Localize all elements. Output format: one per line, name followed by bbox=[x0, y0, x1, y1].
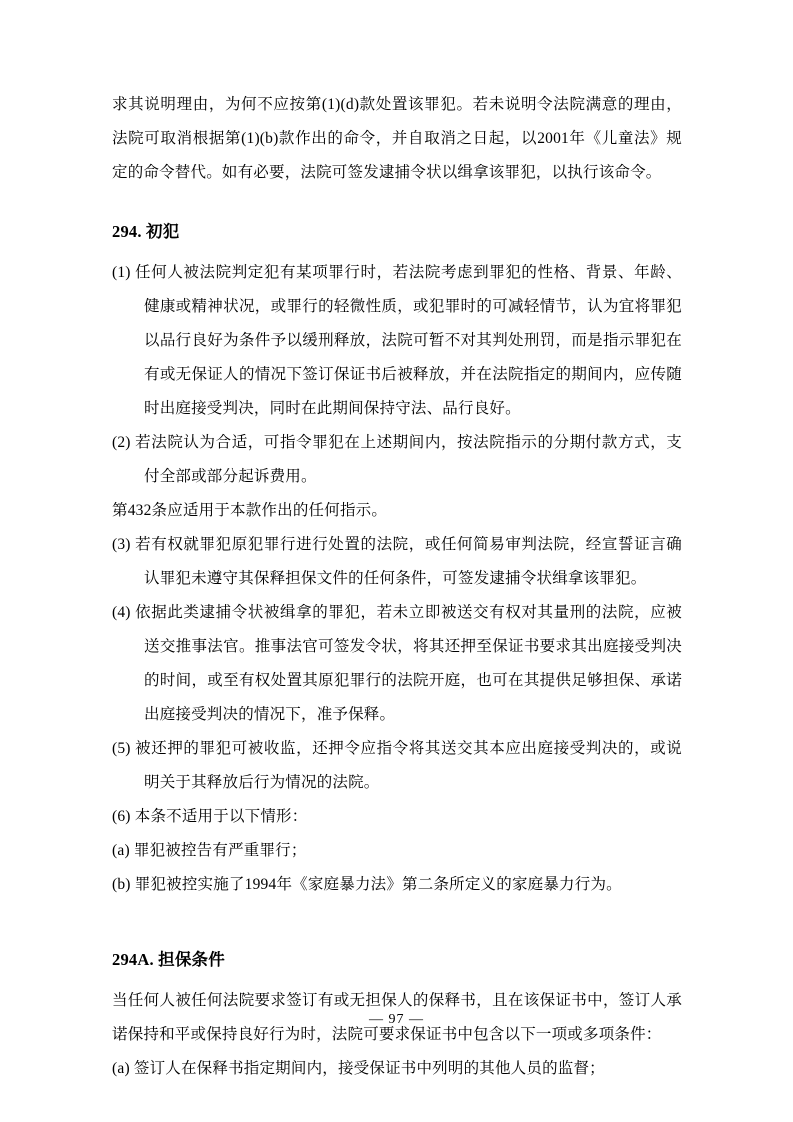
paragraph-section-432-reference: 第432条应适用于本款作出的任何指示。 bbox=[112, 502, 388, 519]
section-heading-294: 294. 初犯 bbox=[112, 222, 180, 241]
clause-6-b: (b) 罪犯被控实施了1994年《家庭暴力法》第二条所定义的家庭暴力行为。 bbox=[112, 876, 622, 893]
paragraph-continuation: 求其说明理由，为何不应按第(1)(d)款处置该罪犯。若未说明令法院满意的理由，法院可取消根据第(1)(b)款作出的命令，并自取消之日起，以2001年《儿童法》规定的命令替代。如有必要，法院可签发逮捕令状以缉拿该罪犯，以执行该命令。 bbox=[112, 96, 682, 181]
page-number: — 97 — bbox=[369, 1012, 424, 1027]
clause-2: (2) 若法院认为合适，可指令罪犯在上述期间内，按法院指示的分期付款方式，支付全部或部分起诉费用。 bbox=[112, 434, 682, 485]
clause-294A-a: (a) 签订人在保释书指定期间内，接受保证书中列明的其他人员的监督； bbox=[112, 1060, 605, 1077]
clause-4: (4) 依据此类逮捕令状被缉拿的罪犯，若未立即被送交有权对其量刑的法院，应被送交推事法官。推事法官可签发令状，将其还押至保证书要求其出庭接受判决的时间，或至有权处置其原犯罪行的法院开庭，也可在其提供足够担保、承诺出庭接受判决的情况下，准予保释。 bbox=[112, 604, 682, 723]
spacer bbox=[112, 248, 682, 256]
section-heading-294A: 294A. 担保条件 bbox=[112, 950, 225, 969]
clause-5: (5) 被还押的罪犯可被收监，还押令应指令将其送交其本应出庭接受判决的，或说明关于其释放后行为情况的法院。 bbox=[112, 740, 682, 791]
clause-1: (1) 任何人被法院判定犯有某项罪行时，若法院考虑到罪犯的性格、背景、年龄、健康或精神状况，或罪行的轻微性质，或犯罪时的可减轻情节，认为宜将罪犯以品行良好为条件予以缓刑释放，法院可暂不对其判处刑罚，而是指示罪犯在有或无保证人的情况下签订保证书后被释放，并在法院指定的期间内，应传随时出庭接受判决，同时在此期间保持守法、品行良好。 bbox=[112, 264, 682, 417]
clause-6-a: (a) 罪犯被控告有严重罪行； bbox=[112, 842, 307, 859]
document-body bbox=[112, 88, 682, 1086]
clause-3: (3) 若有权就罪犯原犯罪行进行处置的法院，或任何简易审判法院，经宣誓证言确认罪犯未遵守其保释担保文件的任何条件，可签发逮捕令状缉拿该罪犯。 bbox=[112, 536, 682, 587]
spacer bbox=[112, 190, 682, 216]
spacer bbox=[112, 976, 682, 984]
spacer bbox=[112, 902, 682, 944]
clause-6: (6) 本条不适用于以下情形： bbox=[112, 808, 308, 825]
paragraph-294A-intro: 当任何人被任何法院要求签订有或无担保人的保释书，且在该保证书中，签订人承诺保持和平或保持良好行为时，法院可要求保证书中包含以下一项或多项条件： bbox=[112, 992, 682, 1043]
